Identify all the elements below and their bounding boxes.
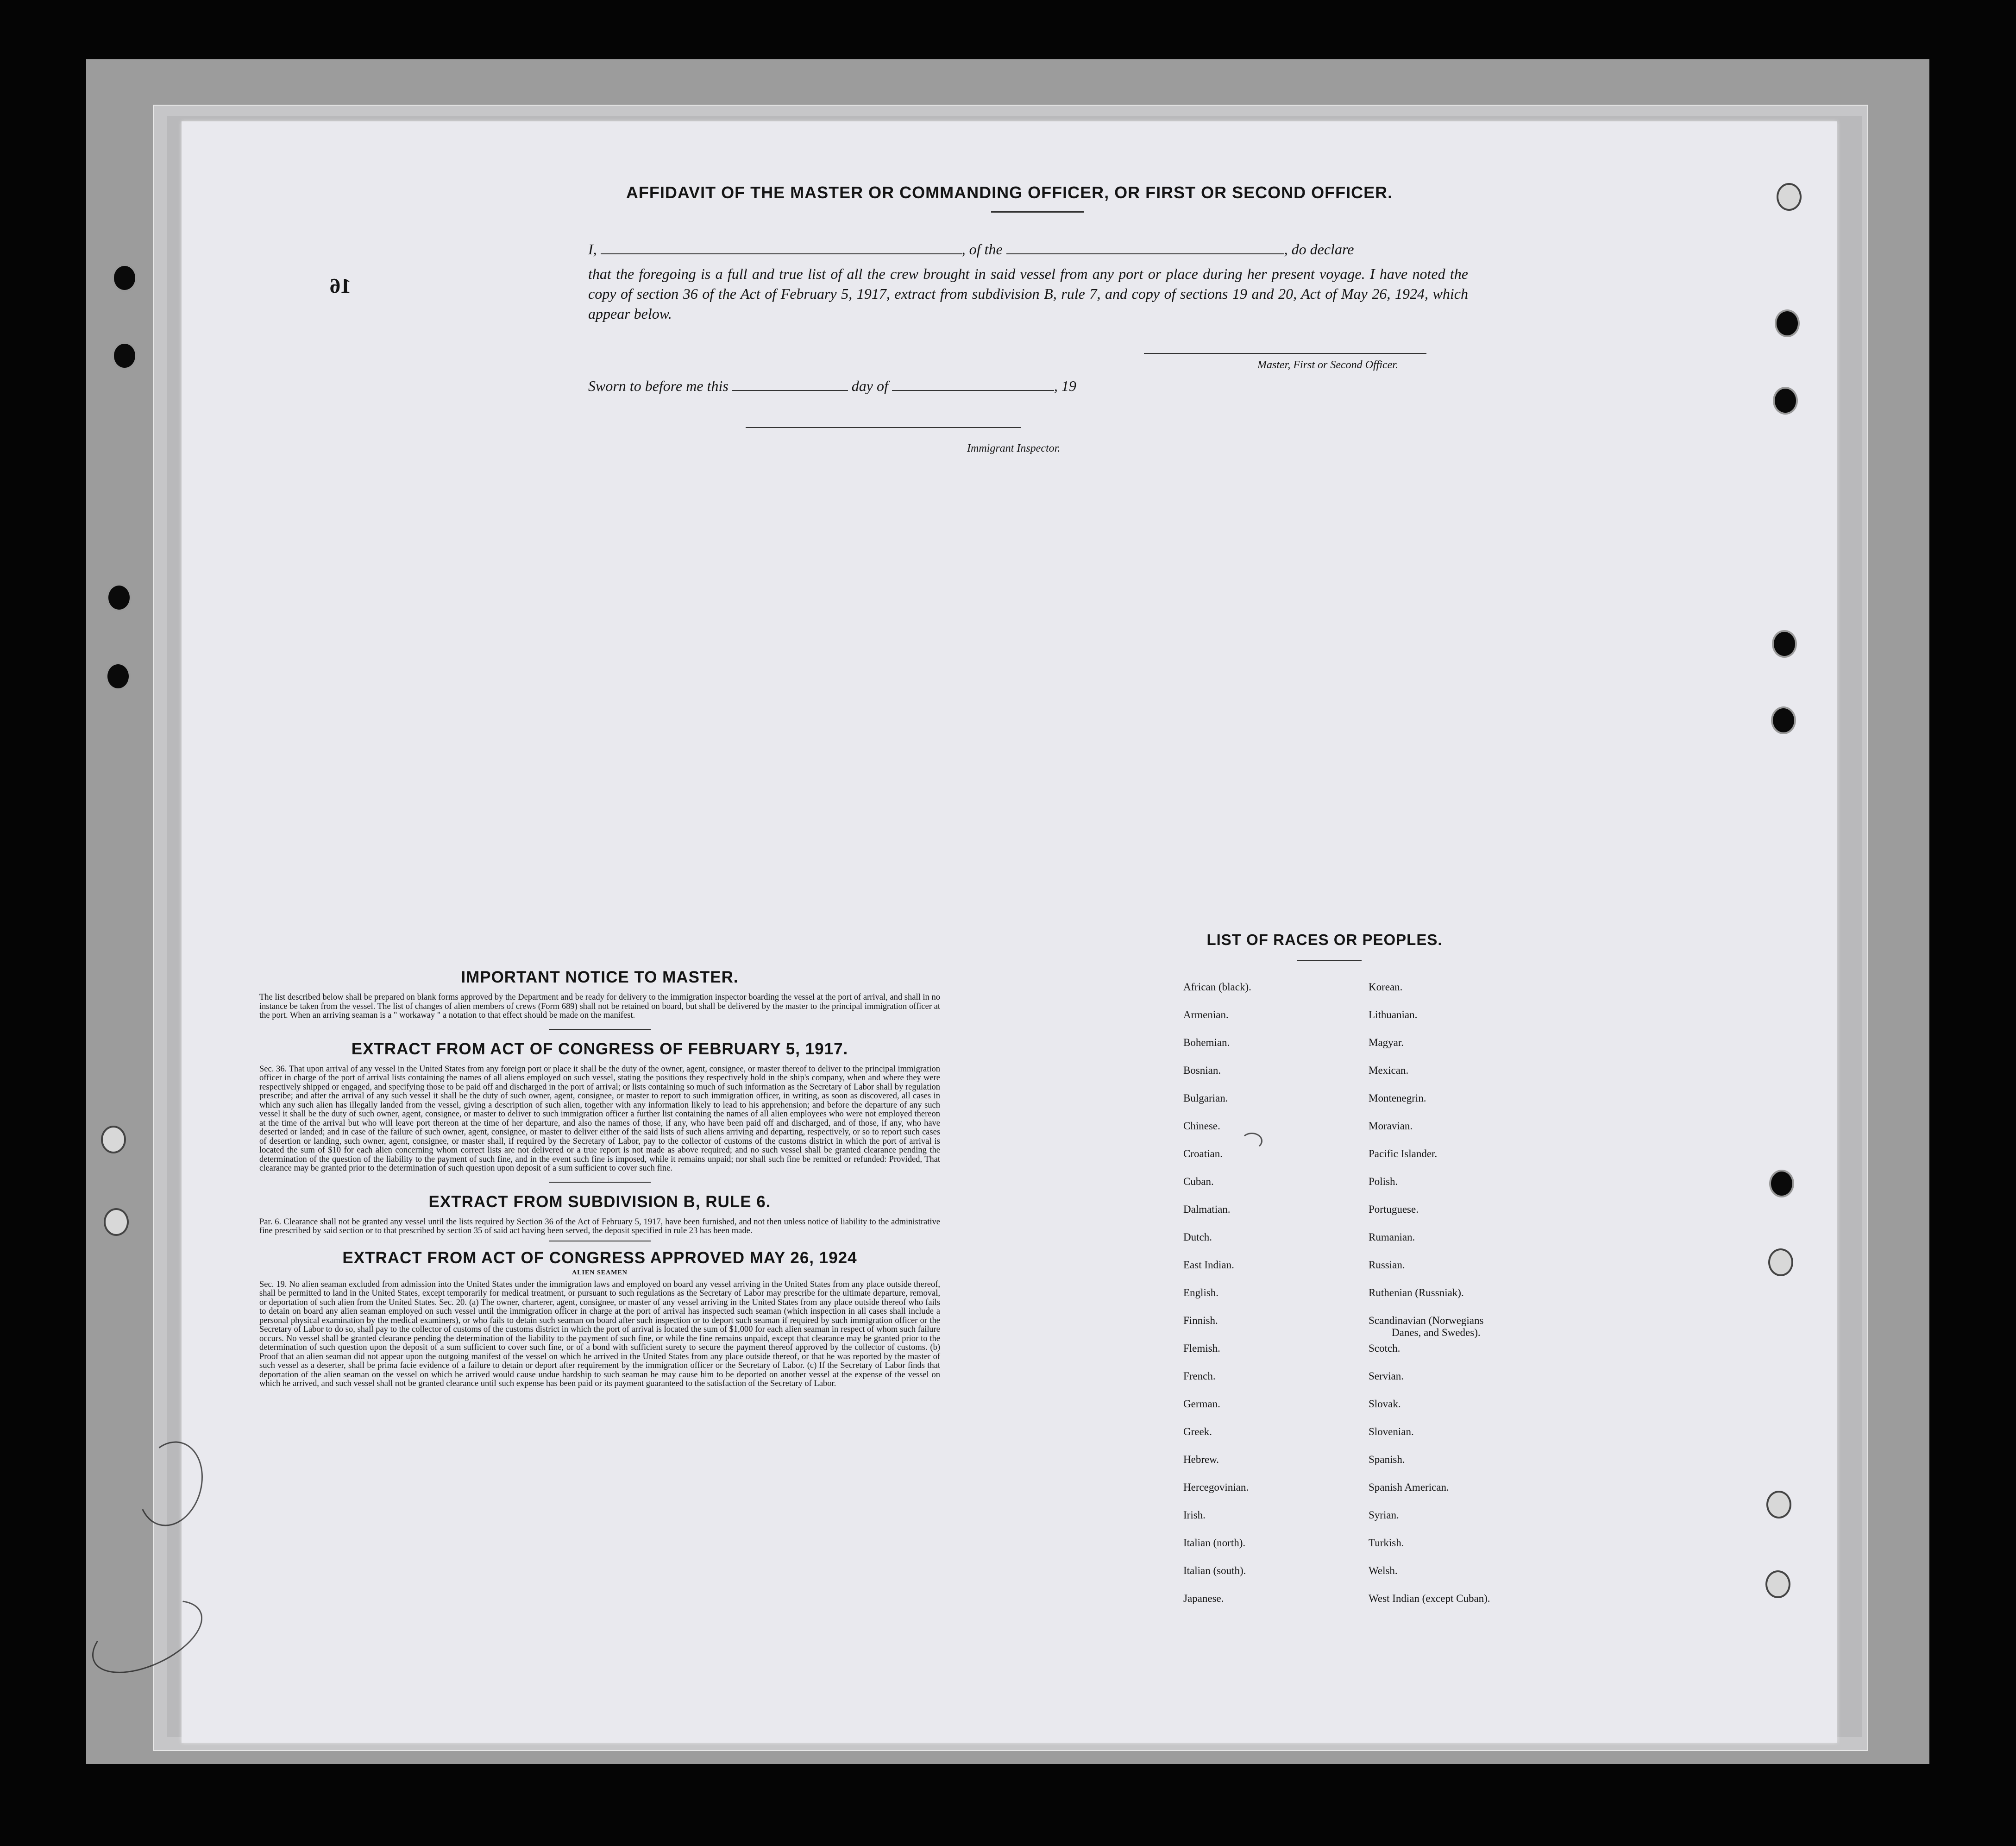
binder-hole [1768,1248,1793,1276]
extract-1924-text: Sec. 19. No alien seaman excluded from admission into the United States under the immigration laws and employed on board any vessel arriving in the United States from any place outside thereof, shall be permitted to land in the United States, except temporarily for medical treatment, or pursuant to such regulations as the Secretary of Labor may prescribe for the ultimate departure, removal, or deportation of such alien from the United States. Sec. 20. (a) The owner, charterer, agent, consignee, or master of any vessel arriving in the United States from any place outside thereof who fails to detain on board any alien seaman employed on such vessel until the immigration officer in charge at the port of arrival has inspected such seaman (which inspection in all cases shall include a personal physical examination by the medical examiners), or who fails to detain such seaman on board after such inspection or to deport such seaman if required by such immigration officer or the Secretary of Labor to do so, shall pay to the collector of customs of the customs district in which the port of arrival is located the sum of $1,000 for each alien seaman in respect of whom such failure occurs. No vessel shall be granted clearance pending the determination of the liability to the payment of such fine, or while the fine remains unpaid, except that clearance may be granted prior to the determination of such question upon the deposit of a sum sufficient to cover such fine, or of a bond with sufficient surety to secure the payment thereof approved by the collector of customs. (b) Proof that an alien seaman did not appear upon the outgoing manifest of the vessel on which he arrived in the United States from any place outside thereof, or that he was reported by the master of such vessel as a deserter, shall be prima facie evidence of a failure to detain or deport after requirement by the immigration officer or the Secretary of Labor. (c) If the Secretary of Labor finds that deportation of the alien seaman on the vessel on which he arrived would cause undue hardship to such seaman he may cause him to be deported on another vessel at the expense of the vessel on which he arrived, and such vessel shall not be granted clearance until such expense has been paid or its payment guaranteed to the satisfaction of the Secretary of Labor. [259,1279,940,1388]
race-item: Magyar. [1369,1037,1404,1048]
title-rule [991,211,1084,213]
signature-label: Master, First or Second Officer. [1257,359,1398,371]
handwritten-mark [1241,1133,1262,1149]
race-item: African (black). [1183,981,1251,993]
race-item: Scotch. [1369,1342,1401,1354]
year-prefix: , 19 [1054,378,1076,394]
binder-hole [1775,309,1800,337]
race-item: Polish. [1369,1176,1398,1187]
race-item: Ruthenian (Russniak). [1369,1287,1464,1298]
race-item: Chinese. [1183,1120,1220,1132]
i-prefix: I, [588,241,597,258]
race-item: Hebrew. [1183,1454,1219,1465]
race-item: Montenegrin. [1369,1092,1426,1104]
race-item: Hercegovinian. [1183,1481,1249,1493]
binder-hole [112,342,137,370]
binder-hole [1772,630,1797,658]
race-item: English. [1183,1287,1219,1298]
race-item: Dutch. [1183,1231,1212,1243]
extract-rule6-text: Par. 6. Clearance shall not be granted any vessel until the lists required by Section 36 of the Act of February 5, 1917, have been furnished, and not then unless notice of liability to the administrative fine prescribed by said section or to that prescribed by section 35 of said act having been served, the deposit specified in rule 23 has been made. [259,1217,940,1235]
extract-rule6-title: EXTRACT FROM SUBDIVISION B, RULE 6. [428,1192,771,1211]
race-item: Bohemian. [1183,1037,1230,1048]
binder-hole [101,1126,126,1153]
race-item: Slovak. [1369,1398,1401,1410]
day-of-label: day of [851,378,888,394]
race-item: Mexican. [1369,1065,1409,1076]
binder-hole [1765,1570,1790,1598]
binder-hole [1769,1170,1794,1197]
race-item: Croatian. [1183,1148,1223,1159]
races-title: LIST OF RACES OR PEOPLES. [1206,931,1443,948]
race-item: Spanish American. [1369,1481,1449,1493]
race-item: Italian (north). [1183,1537,1246,1549]
binder-hole [106,662,131,690]
signature-line[interactable] [1144,353,1426,354]
binder-hole [107,584,132,611]
race-item: Syrian. [1369,1509,1399,1521]
race-item: Dalmatian. [1183,1203,1231,1215]
month-field[interactable] [892,379,1054,391]
of-the-label: , of the [961,241,1003,258]
race-item: Portuguese. [1369,1203,1419,1215]
race-item: Pacific Islander. [1369,1148,1438,1159]
race-item: Cuban. [1183,1176,1214,1187]
race-item: Bulgarian. [1183,1092,1228,1104]
race-item: Spanish. [1369,1454,1405,1465]
notice-section [259,968,940,1389]
inspector-signature-line[interactable] [746,427,1021,428]
binder-hole [112,264,137,292]
inspector-label: Immigrant Inspector. [967,442,1061,454]
race-item: Korean. [1369,981,1403,993]
do-declare-label: , do declare [1284,241,1354,258]
binder-hole [1771,706,1796,734]
document-page [182,121,1837,1743]
sworn-prefix: Sworn to before me this [588,378,729,394]
extract-1924-subtitle: ALIEN SEAMEN [572,1269,628,1276]
extract-1917-text: Sec. 36. That upon arrival of any vessel in the United States from any foreign port or place it shall be the duty of the owner, agent, consignee, or master thereof to deliver to the principal immigration officer in charge of the port of arrival lists containing the names of all aliens employed on such vessel, stating the positions they respectively hold in the ship's company, when and where they were respectively shipped or engaged, and specifying those to be paid off and discharged in the port of arrival; or lists containing so much of such information as the Secretary of Labor shall by regulation prescribe; and after the arrival of any such vessel it shall be the duty of such owner, agent, consignee, or master to report to such immigration officer, in writing, as soon as discovered, all cases in which any such alien has illegally landed from the vessel, giving a description of such alien, together with any information likely to lead to his apprehension; and before the departure of any such vessel it shall be the duty of such owner, agent, consignee, or master to deliver to such immigration officer a further list containing the names of all alien employees who were not employed thereon at the time of the arrival but who will leave port thereon at the time of her departure, and also the names of those, if any, who have been paid off and discharged, and of those, if any, who have deserted or landed; and in case of the failure of such owner, agent, consignee, or master to deliver either of the said lists of such aliens arriving and departing, respectively, or so to report such cases of desertion or landing, such owner, agent, consignee, or master shall, if required by the Secretary of Labor, pay to the collector of customs of the customs district in which the port of arrival is located the sum of $10 for each alien concerning whom correct lists are not delivered or a true report is not made as above required; and no such vessel shall be granted clearance pending the determination of the question of the liability to the payment of such fine, and in the event such fine is imposed, while it remains unpaid; nor shall such fine be remitted or refunded: Provided, That clearance may be granted prior to the determination of such question upon deposit of a sum sufficient to cover such fine. [259,1064,940,1173]
affidavit-body: that the foregoing is a full and true list of all the crew brought in said vessel from any port or place during her present voyage. I have noted the copy of section 36 of the Act of February 5, 1917, extract from subdivision B, rule 7, and copy of sections 19 and 20, Act of May 26, 1924, which appear below. [588,265,1468,322]
race-item: West Indian (except Cuban). [1369,1593,1490,1604]
race-item: Italian (south). [1183,1565,1246,1576]
race-item: Rumanian. [1369,1231,1415,1243]
race-item: Scandinavian (Norwegians Danes, and Swedes). [1369,1315,1484,1338]
binder-hole [1773,387,1798,415]
race-item: Turkish. [1369,1537,1404,1549]
divider [549,1182,651,1183]
races-rule [1297,960,1362,961]
affidavit-declaration-line [588,241,1468,258]
affidavit-title: AFFIDAVIT OF THE MASTER OR COMMANDING OFFICER, OR FIRST OR SECOND OFFICER. [626,183,1393,202]
day-field[interactable] [732,379,848,391]
race-item: Finnish. [1183,1315,1218,1326]
race-item: Slovenian. [1369,1426,1414,1437]
extract-1917-title: EXTRACT FROM ACT OF CONGRESS OF FEBRUARY 5, 1917. [351,1040,848,1058]
race-item: Servian. [1369,1370,1404,1382]
marginal-number: 16 [330,274,351,297]
binder-hole [1766,1491,1791,1518]
race-item: Armenian. [1183,1009,1229,1021]
race-item: Russian. [1369,1259,1405,1271]
race-item: German. [1183,1398,1220,1410]
race-item: Bosnian. [1183,1065,1221,1076]
race-item: French. [1183,1370,1216,1382]
race-item: Lithuanian. [1369,1009,1418,1021]
sworn-line [588,378,1076,395]
race-item: Welsh. [1369,1565,1398,1576]
race-item: Japanese. [1183,1593,1224,1604]
race-item: Greek. [1183,1426,1212,1437]
race-item: Moravian. [1369,1120,1413,1132]
extract-1924-title: EXTRACT FROM ACT OF CONGRESS APPROVED MAY 26, 1924 [342,1248,857,1267]
race-item-continuation: Danes, and Swedes). [1392,1327,1481,1338]
race-item: East Indian. [1183,1259,1234,1271]
notice-text: The list described below shall be prepared on blank forms approved by the Department and be ready for delivery to the immigration inspector boarding the vessel at the port of arrival, and shall in no instance be taken from the vessel. The list of changes of alien members of crews (Form 689) shall not be retained on board, but shall be delivered by the master to the principal immigration officer at the port. When an arriving seaman is a " workaway " a notation to that effect should be made on the manifest. [259,993,940,1020]
notice-title: IMPORTANT NOTICE TO MASTER. [461,968,739,986]
officer-name-field[interactable] [601,242,962,254]
divider [549,1029,651,1030]
race-item: Irish. [1183,1509,1206,1521]
vessel-name-field[interactable] [1006,242,1284,254]
race-item: Flemish. [1183,1342,1220,1354]
binder-hole [104,1208,129,1236]
